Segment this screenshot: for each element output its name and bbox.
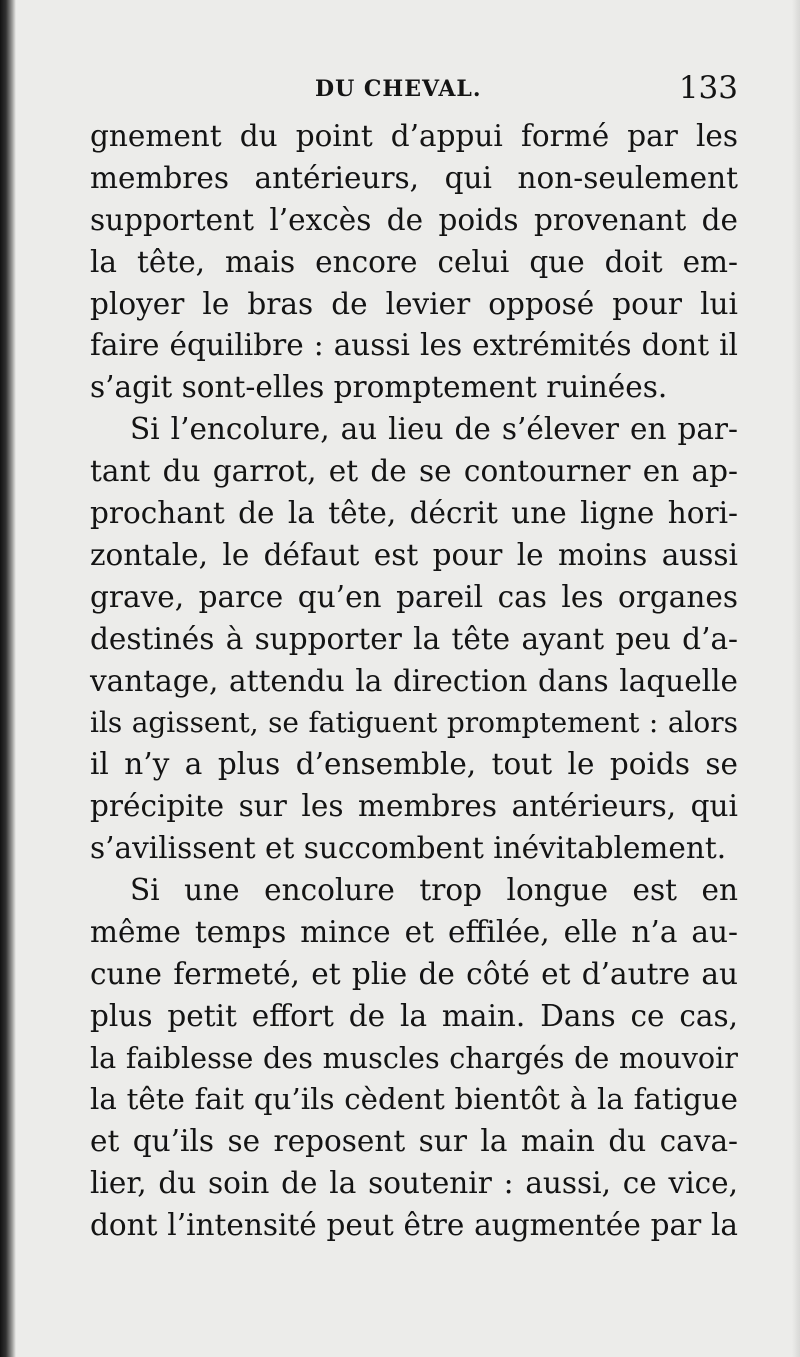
text-line: même temps mince et effilée, elle n’a au- bbox=[90, 914, 738, 949]
text-line: Si l’encolure, au lieu de s’élever en par- bbox=[130, 412, 738, 447]
body-text bbox=[90, 116, 738, 1247]
text-line: destinés à supporter la tête ayant peu d’a- bbox=[90, 621, 738, 656]
text-line: gnement du point d’appui formé par les bbox=[90, 119, 738, 153]
text-line: s’avilissent et succombent inévitablement. bbox=[90, 831, 727, 866]
scan-edge-left bbox=[0, 0, 16, 1357]
text-line: la tête fait qu’ils cèdent bientôt à la fatigue bbox=[90, 1082, 738, 1117]
text-line: la faiblesse des muscles chargés de mouvoir bbox=[90, 1040, 738, 1075]
scan-edge-right bbox=[792, 0, 800, 1357]
text-line: zontale, le défaut est pour le moins aussi bbox=[90, 537, 738, 572]
text-line: faire équilibre : aussi les extrémités dont il bbox=[90, 328, 738, 363]
text-line: grave, parce qu’en pareil cas les organes bbox=[90, 579, 738, 614]
text-line: lier, du soin de la soutenir : aussi, ce vice, bbox=[90, 1166, 738, 1201]
text-line: tant du garrot, et de se contourner en ap- bbox=[90, 454, 738, 489]
text-line: dont l’intensité peut être augmentée par la bbox=[90, 1208, 738, 1243]
text-line: ils agissent, se fatiguent promptement : alors bbox=[90, 706, 738, 740]
text-line: ployer le bras de levier opposé pour lui bbox=[90, 286, 738, 321]
page-header bbox=[90, 70, 738, 110]
text-line: cune fermeté, et plie de côté et d’autre au bbox=[90, 956, 738, 991]
text-line: s’agit sont-elles promptement ruinées. bbox=[90, 370, 668, 405]
text-line: membres antérieurs, qui non-seulement bbox=[90, 160, 738, 195]
paragraph bbox=[90, 116, 738, 409]
paragraph bbox=[90, 409, 738, 870]
text-line: supportent l’excès de poids provenant de bbox=[90, 202, 738, 237]
page-number: 133 bbox=[678, 70, 738, 106]
running-head: DU CHEVAL. bbox=[315, 76, 482, 102]
text-line: et qu’ils se reposent sur la main du cava- bbox=[90, 1124, 738, 1159]
paragraph bbox=[90, 870, 738, 1247]
text-line: précipite sur les membres antérieurs, qui bbox=[90, 789, 738, 824]
text-line: vantage, attendu la direction dans laquelle bbox=[90, 663, 738, 698]
text-line: Si une encolure trop longue est en bbox=[130, 873, 738, 908]
text-line: la tête, mais encore celui que doit em- bbox=[90, 244, 738, 279]
text-line: il n’y a plus d’ensemble, tout le poids se bbox=[90, 747, 738, 782]
text-line: plus petit effort de la main. Dans ce cas, bbox=[90, 998, 738, 1033]
text-line: prochant de la tête, décrit une ligne hori- bbox=[90, 496, 738, 531]
